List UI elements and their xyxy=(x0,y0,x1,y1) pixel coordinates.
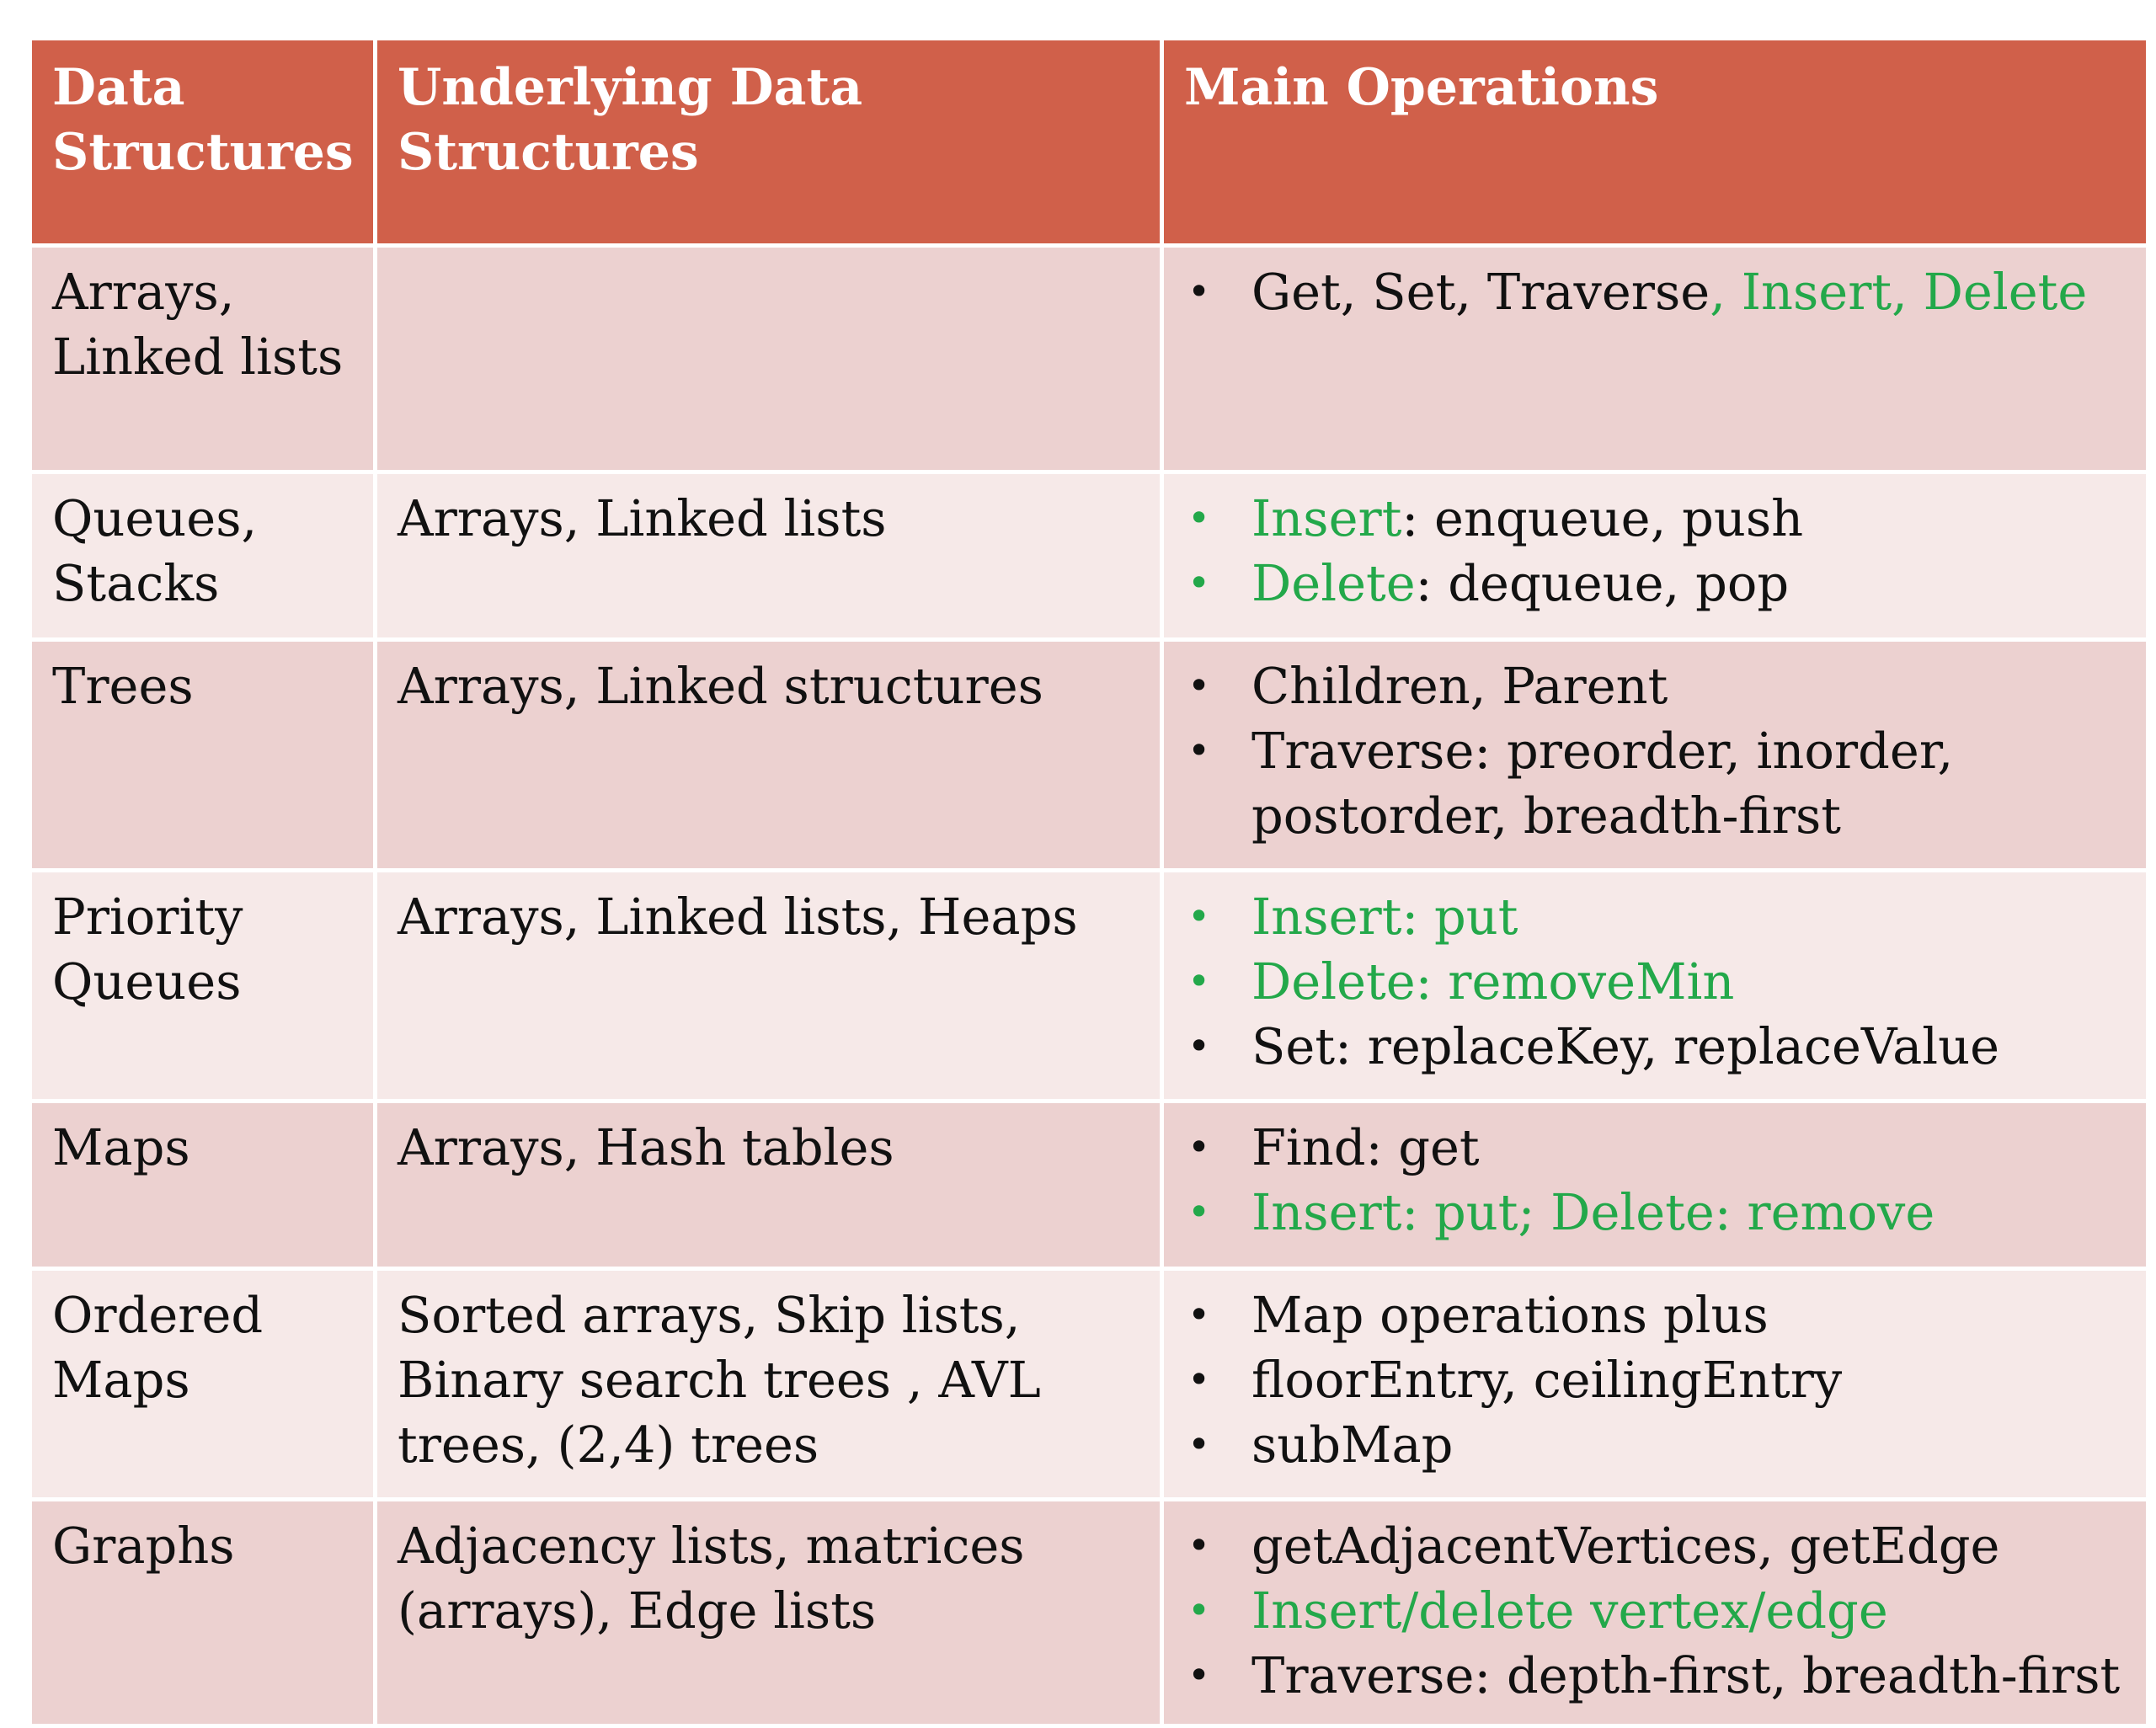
bullet-icon: • xyxy=(1187,269,1211,314)
operation-text: Insert/delete vertex/edge xyxy=(1251,1581,1888,1640)
underlying-structures-cell xyxy=(376,640,1162,871)
operation-item xyxy=(1184,653,2129,718)
table-row xyxy=(30,640,2148,871)
underlying-structures-cell xyxy=(376,472,1162,640)
underlying-structures-text: Arrays, Linked lists, Heaps xyxy=(398,888,1078,946)
bullet-icon: • xyxy=(1187,1421,1211,1467)
operations-list xyxy=(1184,259,2129,324)
bullet-icon: • xyxy=(1187,560,1211,605)
data-structure-cell xyxy=(30,871,376,1101)
operation-item xyxy=(1184,1115,2129,1180)
operation-item xyxy=(1184,884,2129,949)
operations-list xyxy=(1184,884,2129,1079)
operations-list xyxy=(1184,1283,2129,1477)
bullet-icon: • xyxy=(1187,663,1211,708)
underlying-structures-cell xyxy=(376,1500,1162,1726)
operation-text: Insert: put xyxy=(1251,888,1518,946)
table-row xyxy=(30,871,2148,1101)
data-structure-cell xyxy=(30,640,376,871)
operation-item xyxy=(1184,1283,2129,1347)
table-body xyxy=(30,246,2148,1726)
operation-item xyxy=(1184,486,2129,551)
operation-text: floorEntry, ceilingEntry xyxy=(1251,1351,1843,1409)
underlying-structures-text: Arrays, Linked structures xyxy=(398,657,1043,715)
header-underlying-data-structures: Underlying Data Structures xyxy=(376,39,1162,246)
underlying-structures-text: Adjacency lists, matrices (arrays), Edge lists xyxy=(398,1517,1025,1640)
data-structure-name: Graphs xyxy=(52,1517,235,1575)
operation-text: Children, Parent xyxy=(1251,657,1668,715)
operation-item xyxy=(1184,1578,2129,1643)
operation-text: : enqueue, push xyxy=(1401,489,1804,547)
data-structure-name: Trees xyxy=(52,657,194,715)
data-structure-name: Priority Queues xyxy=(52,888,243,1011)
operation-text: Map operations plus xyxy=(1251,1286,1769,1344)
operations-list xyxy=(1184,1513,2129,1708)
underlying-structures-cell xyxy=(376,1269,1162,1500)
underlying-structures-cell xyxy=(376,1101,1162,1269)
table-row xyxy=(30,246,2148,472)
underlying-structures-text: Arrays, Linked lists xyxy=(398,489,887,547)
data-structure-cell xyxy=(30,1500,376,1726)
operation-text: , Insert, Delete xyxy=(1710,263,2088,321)
operation-text: Delete: removeMin xyxy=(1251,952,1735,1011)
operation-text: getAdjacentVertices, getEdge xyxy=(1251,1517,2000,1575)
bullet-icon: • xyxy=(1187,1023,1211,1069)
operation-item xyxy=(1184,1014,2129,1079)
underlying-structures-cell xyxy=(376,871,1162,1101)
operation-item xyxy=(1184,1347,2129,1412)
data-structure-cell xyxy=(30,246,376,472)
data-structure-name: Queues, Stacks xyxy=(52,489,258,612)
data-structure-cell xyxy=(30,1101,376,1269)
main-operations-cell xyxy=(1162,1101,2148,1269)
main-operations-cell xyxy=(1162,246,2148,472)
underlying-structures-text: Arrays, Hash tables xyxy=(398,1118,894,1176)
data-structures-table xyxy=(28,36,2150,1728)
operation-text: Traverse: preorder, inorder, postorder, breadth-first xyxy=(1251,722,1954,845)
underlying-structures-text: Sorted arrays, Skip lists, Binary search trees , AVL trees, (2,4) trees xyxy=(398,1286,1041,1474)
bullet-icon: • xyxy=(1187,1189,1211,1235)
operation-item xyxy=(1184,1643,2129,1708)
operations-list xyxy=(1184,653,2129,848)
main-operations-cell xyxy=(1162,871,2148,1101)
bullet-icon: • xyxy=(1187,893,1211,939)
main-operations-cell xyxy=(1162,1500,2148,1726)
bullet-icon: • xyxy=(1187,1357,1211,1402)
table-row xyxy=(30,472,2148,640)
main-operations-cell xyxy=(1162,1269,2148,1500)
operation-text: Traverse: depth-first, breadth-first xyxy=(1251,1646,2121,1704)
operation-text: Set: replaceKey, replaceValue xyxy=(1251,1017,2000,1075)
operation-item xyxy=(1184,551,2129,616)
underlying-structures-cell xyxy=(376,246,1162,472)
bullet-icon: • xyxy=(1187,1587,1211,1633)
bullet-icon: • xyxy=(1187,1124,1211,1170)
operation-text: : dequeue, pop xyxy=(1415,554,1790,612)
operation-text: subMap xyxy=(1251,1416,1454,1474)
operation-text: Find: get xyxy=(1251,1118,1480,1176)
main-operations-cell xyxy=(1162,640,2148,871)
bullet-icon: • xyxy=(1187,728,1211,773)
header-data-structures: Data Structures xyxy=(30,39,376,246)
table-row xyxy=(30,1101,2148,1269)
operations-list xyxy=(1184,1115,2129,1245)
data-structure-name: Ordered Maps xyxy=(52,1286,264,1409)
operation-item xyxy=(1184,1513,2129,1578)
operation-item xyxy=(1184,1412,2129,1477)
operation-item xyxy=(1184,259,2129,324)
bullet-icon: • xyxy=(1187,1523,1211,1568)
data-structure-name: Arrays, Linked lists xyxy=(52,263,344,386)
main-operations-cell xyxy=(1162,472,2148,640)
table-row xyxy=(30,1269,2148,1500)
operation-text: Delete xyxy=(1251,554,1416,612)
operation-text: Insert: put; Delete: remove xyxy=(1251,1183,1935,1241)
data-structure-name: Maps xyxy=(52,1118,190,1176)
bullet-icon: • xyxy=(1187,958,1211,1004)
operation-item xyxy=(1184,1180,2129,1245)
operation-text: Insert xyxy=(1251,489,1402,547)
operation-item xyxy=(1184,718,2129,848)
bullet-icon: • xyxy=(1187,1292,1211,1337)
operation-item xyxy=(1184,949,2129,1014)
bullet-icon: • xyxy=(1187,1652,1211,1698)
header-main-operations: Main Operations xyxy=(1162,39,2148,246)
operations-list xyxy=(1184,486,2129,616)
data-structure-cell xyxy=(30,1269,376,1500)
bullet-icon: • xyxy=(1187,495,1211,541)
data-structure-cell xyxy=(30,472,376,640)
table-header-row xyxy=(30,39,2148,246)
operation-text: Get, Set, Traverse xyxy=(1251,263,1710,321)
table-row xyxy=(30,1500,2148,1726)
